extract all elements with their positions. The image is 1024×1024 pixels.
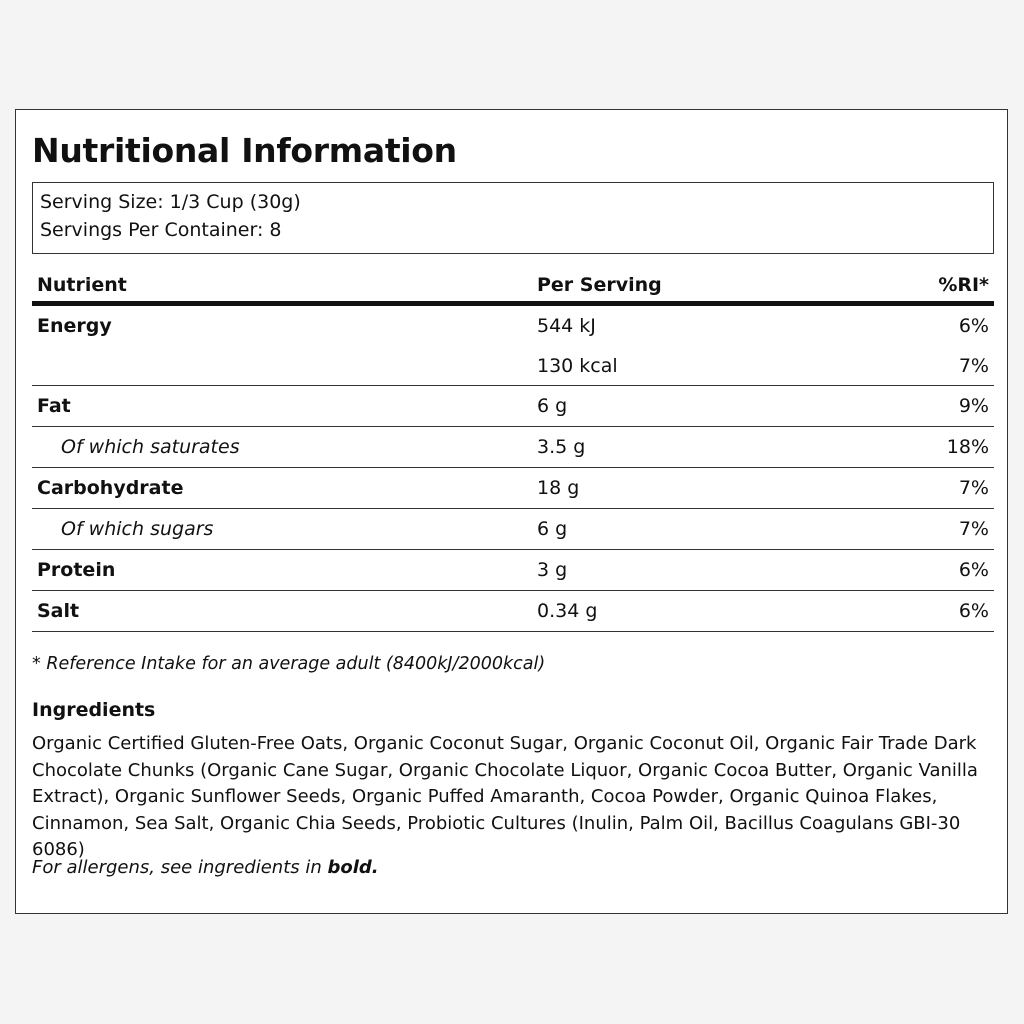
table-row-energy-kcal: [32, 346, 994, 386]
nutrient-name: Salt: [37, 600, 80, 622]
ri-value: 6%: [958, 600, 989, 622]
ri-value: 7%: [958, 354, 989, 377]
ingredients-heading: Ingredients: [32, 699, 156, 721]
page-title: Nutritional Information: [32, 131, 457, 170]
table-row-salt: [32, 591, 994, 632]
serving-info-box: [32, 182, 994, 254]
table-row-protein: [32, 550, 994, 591]
nutrition-panel: [15, 109, 1008, 914]
header-nutrient: Nutrient: [37, 273, 127, 296]
reference-intake-footnote: * Reference Intake for an average adult (8400kJ/2000kcal): [32, 654, 546, 674]
ingredients-text: Organic Certified Gluten-Free Oats, Organic Coconut Sugar, Organic Coconut Oil, Organic Fair Trade Dark Chocolate Chunks (Organic Cane Sugar, Organic Chocolate Liquor, Organic Cocoa Butter, Organic Vanilla Extract), Organic Sunflower Seeds, Organic Puffed Amaranth, Cocoa Powder, Organic Quinoa Flakes, Cinnamon, Sea Salt, Organic Chia Seeds, Probiotic Cultures (Inulin, Palm Oil, Bacillus Coagulans GBI-30 6086): [32, 733, 978, 860]
table-row-saturates: [32, 427, 994, 468]
allergen-note-bold: bold.: [327, 857, 379, 878]
ri-value: 7%: [958, 477, 989, 499]
per-serving-value: 3 g: [537, 559, 568, 581]
ri-value: 18%: [946, 436, 989, 458]
per-serving-value: 6 g: [537, 395, 568, 417]
per-serving-value: 544 kJ: [537, 315, 596, 337]
ri-value: 7%: [958, 518, 989, 540]
table-row-energy-kj: [32, 306, 994, 346]
per-serving-value: 0.34 g: [537, 600, 598, 622]
ri-value: 6%: [958, 559, 989, 581]
header-per-serving: Per Serving: [537, 273, 662, 296]
nutrient-name: Protein: [37, 559, 116, 581]
table-row-sugars: [32, 509, 994, 550]
header-ri: %RI*: [938, 273, 989, 296]
per-serving-value: 6 g: [537, 518, 568, 540]
nutrient-name: Of which sugars: [61, 518, 214, 540]
serving-size: Serving Size: 1/3 Cup (30g): [40, 191, 301, 213]
nutrient-name: Fat: [37, 395, 71, 417]
table-header-row: [32, 268, 994, 306]
per-serving-value: 18 g: [537, 477, 580, 499]
allergen-note: [32, 857, 379, 878]
per-serving-value: 130 kcal: [537, 354, 618, 377]
nutrition-table: [32, 268, 994, 632]
ri-value: 9%: [958, 395, 989, 417]
allergen-note-text: For allergens, see ingredients in: [32, 857, 328, 878]
table-row-fat: [32, 386, 994, 427]
nutrient-name: Of which saturates: [61, 436, 240, 458]
ri-value: 6%: [958, 315, 989, 337]
servings-per-container: Servings Per Container: 8: [40, 219, 282, 241]
per-serving-value: 3.5 g: [537, 436, 586, 458]
table-row-carbohydrate: [32, 468, 994, 509]
nutrient-name: Carbohydrate: [37, 477, 184, 499]
nutrient-name: Energy: [37, 315, 112, 337]
